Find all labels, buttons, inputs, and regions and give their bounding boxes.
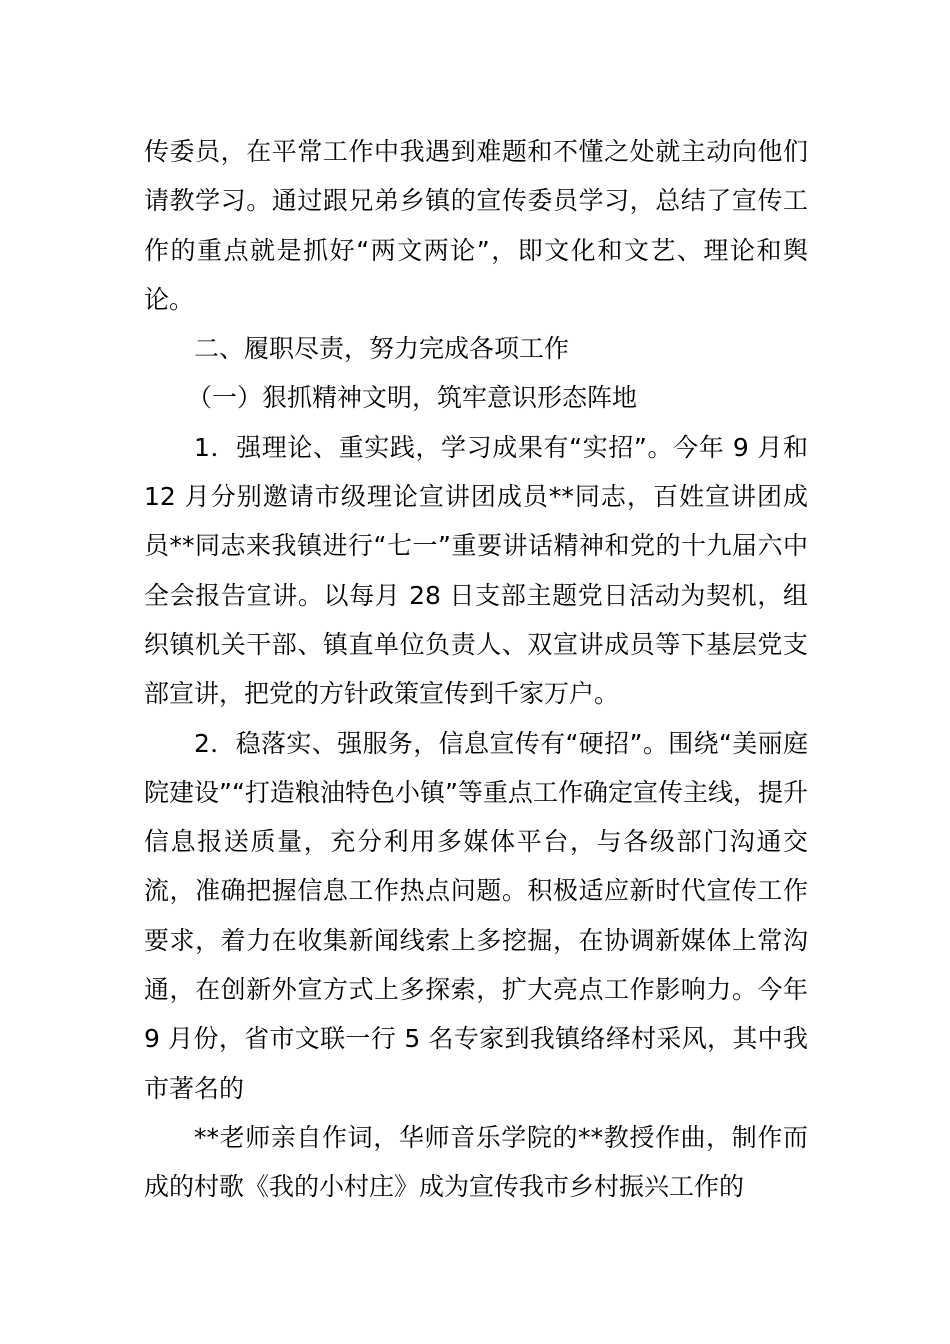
subsection-heading: （一）狠抓精神文明，筑牢意识形态阵地 (187, 383, 638, 413)
paragraph-continuation-2: **老师亲自作词，华师音乐学院的**教授作曲，制作而成的村歌《我的小村庄》成为宣传我市乡村振兴工作的 (144, 1122, 808, 1202)
paragraph-continuation: 传委员，在平常工作中我遇到难题和不懂之处就主动向他们请教学习。通过跟兄弟乡镇的宣传委员学习，总结了宣传工作的重点就是抓好“两文两论”，即文化和文艺、理论和舆论。 (144, 137, 808, 314)
paragraph-item-2: 2．稳落实、强服务，信息宣传有“硬招”。围绕“美丽庭院建设”“打造粮油特色小镇”等重点工作确定宣传主线，提升信息报送质量，充分利用多媒体平台，与各级部门沟通交流，准确把握信息工作热点问题。积极适应新时代宣传工作要求，着力在收集新闻线索上多挖掘，在协调新媒体上常沟通，在创新外宣方式上多探索，扩大亮点工作影响力。今年 9 月份，省市文联一行 5 名专家到我镇络绎村采风，其中我市著名的 (144, 728, 808, 1103)
paragraph-item-1: 1．强理论、重实践，学习成果有“实招”。今年 9 月和 12 月分别邀请市级理论宣讲团成员**同志，百姓宣讲团成员**同志来我镇进行“七一”重要讲话精神和党的十九届六中全会报告宣讲。以每月 28 日支部主题党日活动为契机，组织镇机关干部、镇直单位负责人、双宣讲成员等下基层党支部宣讲，把党的方针政策宣传到千家万户。 (144, 432, 808, 709)
section-heading: 二、履职尽责，努力完成各项工作 (194, 334, 570, 364)
document-body (144, 127, 808, 1212)
